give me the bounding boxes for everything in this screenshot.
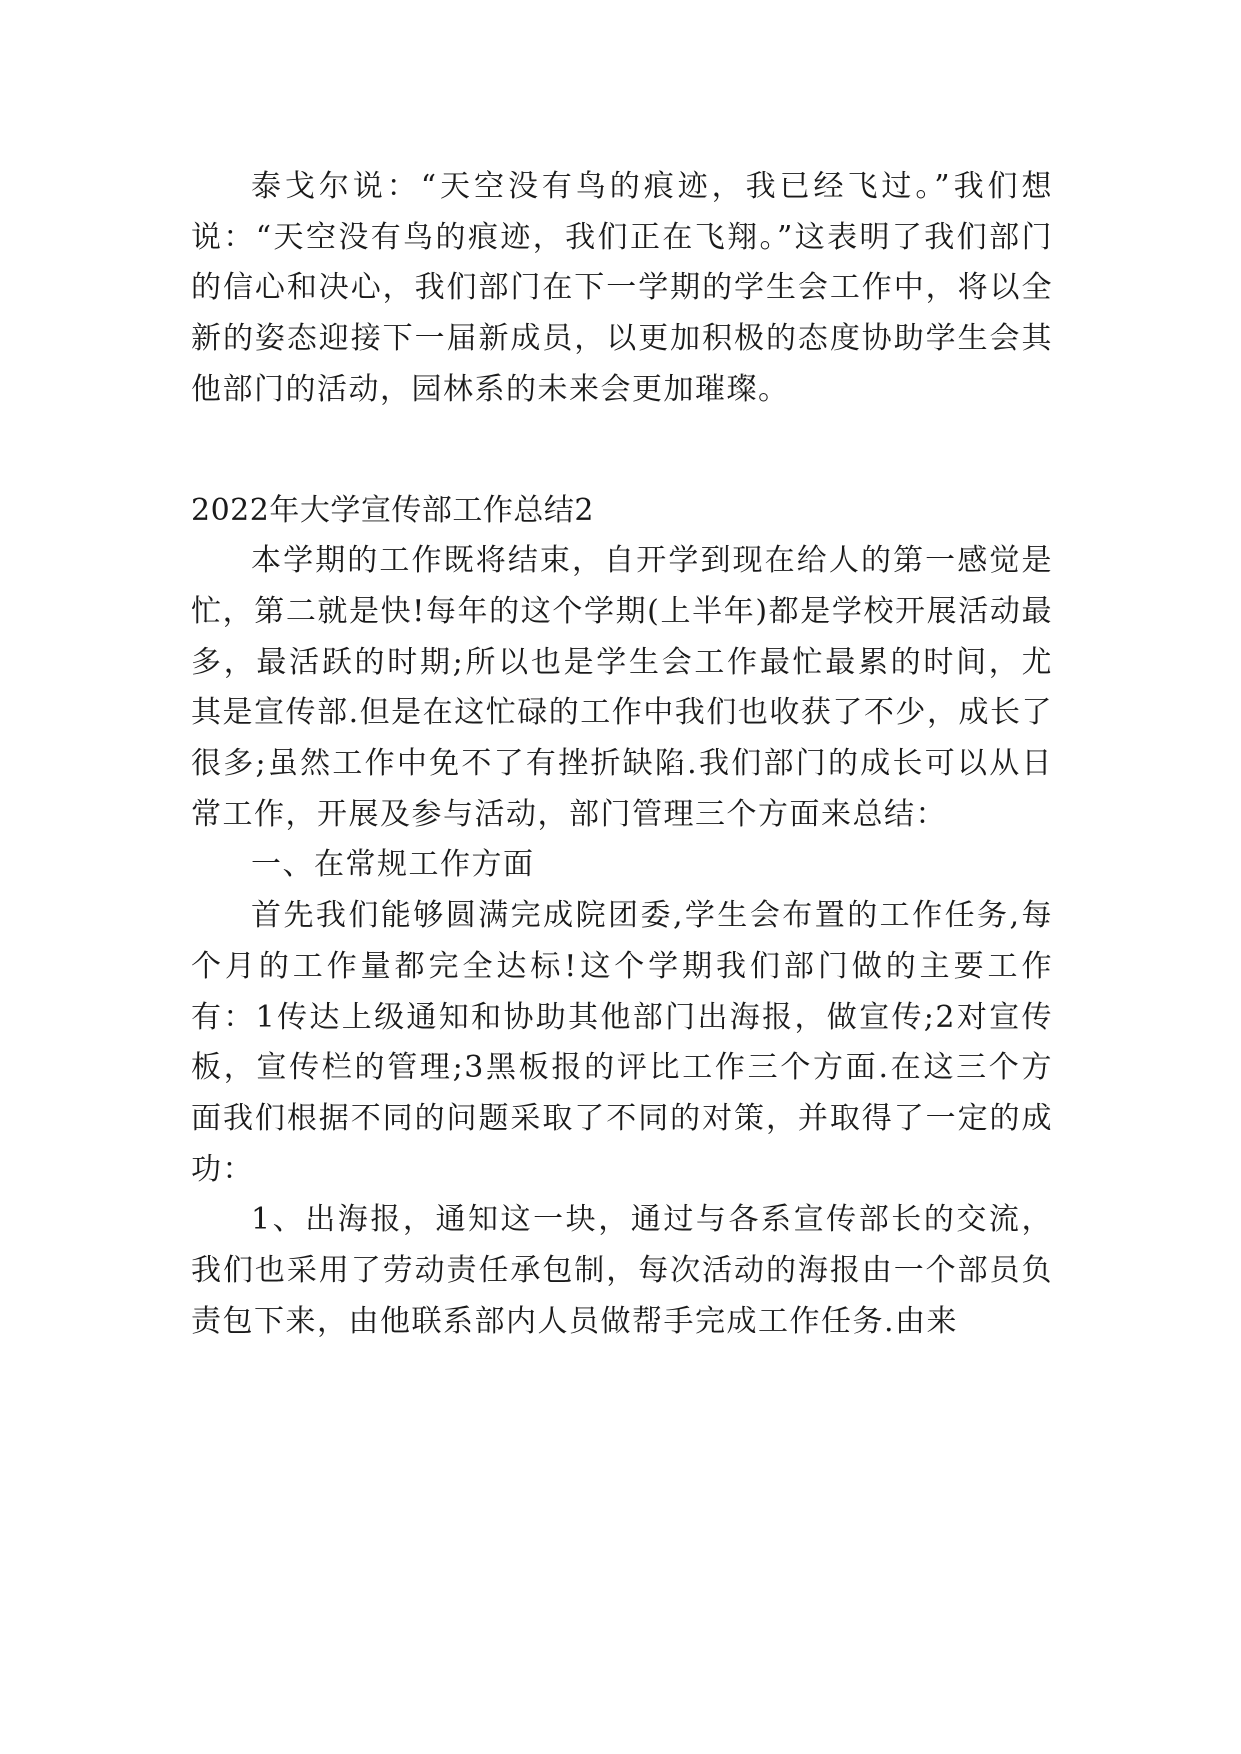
intro-paragraph: 泰戈尔说：“天空没有鸟的痕迹，我已经飞过。”我们想说：“天空没有鸟的痕迹，我们正在飞翔。”这表明了我们部门的信心和决心，我们部门在下一学期的学生会工作中，将以全新的姿态迎接下一届新成员，以更加积极的态度协助学生会其他部门的活动，园林系的未来会更加璀璨。 — [191, 169, 1053, 407]
body-paragraph: 1、出海报，通知这一块，通过与各系宣传部长的交流，我们也采用了劳动责任承包制，每次活动的海报由一个部员负责包下来，由他联系部内人员做帮手完成工作任务.由来 — [191, 1202, 1053, 1339]
section-spacer — [191, 416, 1053, 486]
document-page — [191, 162, 1053, 1347]
section-title: 2022年大学宣传部工作总结2 — [191, 492, 594, 528]
subsection-heading: 一、在常规工作方面 — [251, 847, 535, 883]
body-paragraph: 首先我们能够圆满完成院团委,学生会布置的工作任务,每个月的工作量都完全达标!这个学期我们部门做的主要工作有：1传达上级通知和协助其他部门出海报，做宣传;2对宣传板，宣传栏的管理;3黑板报的评比工作三个方面.在这三个方面我们根据不同的问题采取了不同的对策，并取得了一定的成功： — [191, 898, 1053, 1187]
body-paragraph: 本学期的工作既将结束，自开学到现在给人的第一感觉是忙，第二就是快!每年的这个学期(上半年)都是学校开展活动最多，最活跃的时期;所以也是学生会工作最忙最累的时间，尤其是宣传部.但是在这忙碌的工作中我们也收获了不少，成长了很多;虽然工作中免不了有挫折缺陷.我们部门的成长可以从日常工作，开展及参与活动，部门管理三个方面来总结： — [191, 543, 1053, 832]
